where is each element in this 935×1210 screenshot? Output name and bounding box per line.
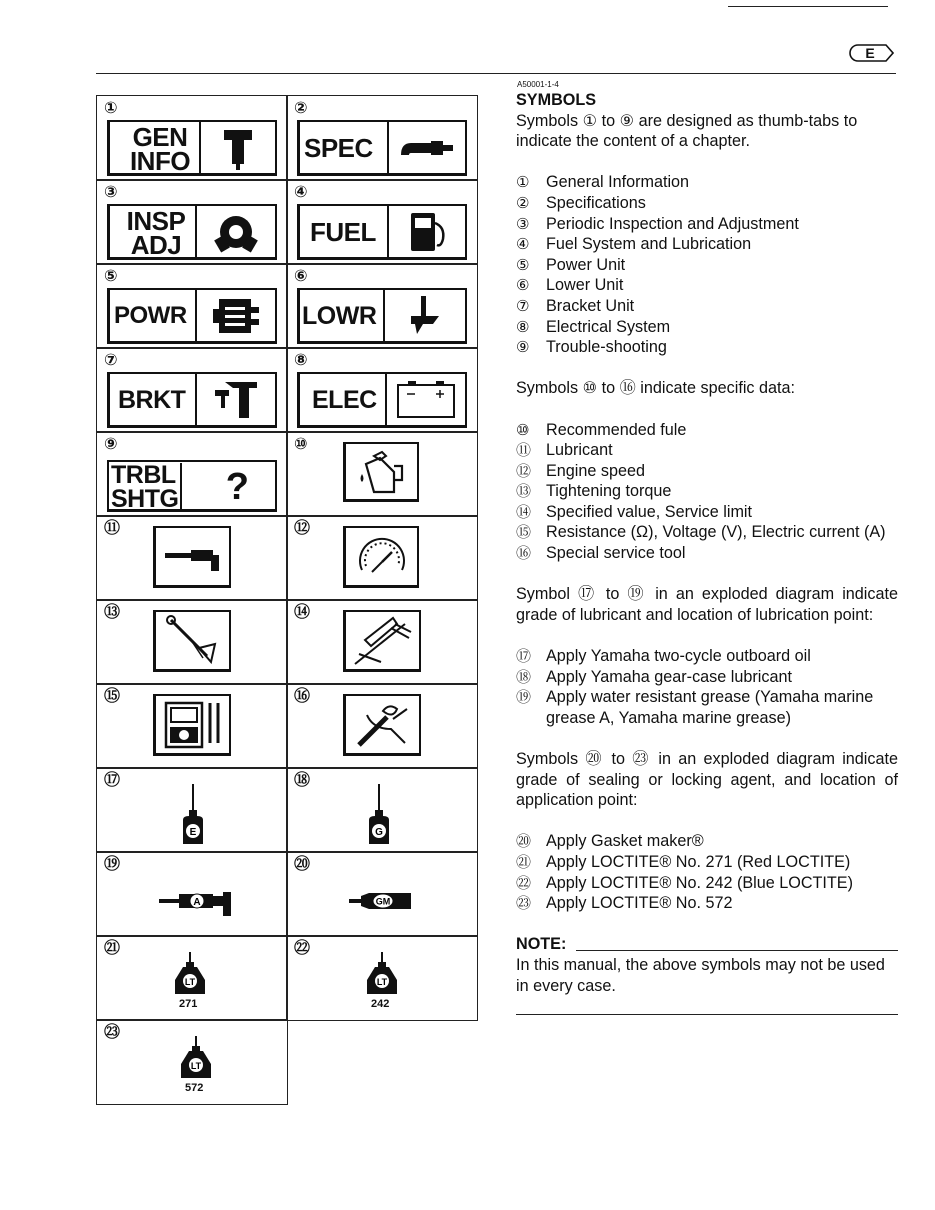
item-text: Specifications [546,193,646,212]
icon-frame [343,526,419,588]
item-number: ⑦ [516,296,530,315]
symbol-number: ③ [104,182,118,201]
thumb-tab [107,288,277,344]
list-item [516,687,898,728]
symbol-number: ⑬ [104,602,121,621]
icon-frame [153,694,231,756]
item-text: Tightening torque [546,482,672,501]
torque-wrench-icon [163,614,223,668]
symbol-number: ⑨ [104,434,118,453]
item-number: ⑩ [516,420,530,439]
oil-can-g-icon [365,782,393,848]
intro-paragraph: Symbol ⑰ to ⑲ in an exploded diagram indicate grade of lubricant and location of lubrication point: [516,585,898,624]
item-text: Resistance (Ω), Voltage (V), Electric current (A) [546,523,886,542]
symbol-cell [286,95,478,181]
symbol-cell [286,263,478,349]
bracket-icon [211,378,261,422]
wrench-gear-icon [213,211,259,253]
item-number: ① [516,173,530,192]
item-text: Trouble-shooting [546,338,667,357]
item-number: ㉑ [516,852,532,871]
loctite-label: LT [184,977,196,987]
list-item [516,831,898,852]
sealant-list [516,831,898,913]
item-text: Apply water resistant grease (Yamaha marine grease A, Yamaha marine grease) [546,688,874,727]
symbol-cell [286,683,478,769]
loctite-number: 271 [179,998,198,1010]
list-item [516,646,898,667]
tachometer-icon [354,532,410,582]
list-item [516,234,898,255]
hose-nozzle-icon [397,133,457,163]
symbol-cell [96,599,288,685]
symbol-cell [96,347,288,433]
symbol-cell [96,767,288,853]
item-text: Specified value, Service limit [546,502,753,521]
symbol-number: ⑫ [294,518,311,537]
item-text: Special service tool [546,544,686,563]
intro-paragraph: Symbols ⑩ to ⑯ indicate specific data: [516,379,796,398]
symbol-number: ⑤ [104,266,118,285]
tab-label-line: INSP [126,206,186,236]
tab-label-line: FUEL [310,217,376,247]
outboard-motor-icon [218,124,258,172]
tab-label-line: TRBL [111,461,176,489]
list-item [516,296,898,317]
thumb-tab [297,288,467,344]
symbol-number: ⑥ [294,266,308,285]
loctite-number: 242 [371,998,390,1010]
item-text: Recommended fule [546,420,687,439]
list-item [516,255,898,276]
item-number: ㉓ [516,894,532,913]
item-number: ⑱ [516,667,532,686]
engine-block-icon [211,295,261,337]
list-item [516,461,898,482]
top-rule [728,6,888,7]
item-number: ⑯ [516,544,532,563]
tab-label-line: GEN [132,122,188,152]
grease-gun-icon [161,537,225,577]
list-item [516,440,898,461]
note-label: NOTE: [516,935,567,954]
lower-unit-icon [403,294,447,338]
section-code: A50001-1-4 [517,80,559,89]
item-number: ⑬ [516,482,532,501]
tab-label-line: SHTG [111,485,179,513]
item-number: ⑧ [516,317,530,336]
list-item [516,481,898,502]
symbol-number: ㉒ [294,938,311,957]
list-item [516,873,898,894]
section-title: SYMBOLS [516,91,597,109]
symbol-cell [96,935,288,1021]
tab-label-line: SPEC [304,133,373,163]
tab-label-line: POWR [114,302,187,329]
symbol-cell [286,767,478,853]
oil-can-label: E [189,827,197,838]
symbol-grid [96,95,478,1105]
lubricant-list [516,646,898,728]
symbol-number: ⑱ [294,770,311,789]
item-text: Bracket Unit [546,296,635,315]
loctite-number: 572 [185,1082,204,1094]
tab-label-line: ADJ [130,230,182,260]
item-text: Fuel System and Lubrication [546,235,752,254]
list-item [516,522,898,543]
item-number: ⑳ [516,832,532,851]
symbol-cell [96,95,288,181]
list-item [516,852,898,873]
list-item [516,502,898,523]
symbol-number: ⑧ [294,350,308,369]
symbol-cell [286,851,478,937]
thumb-tab [297,204,467,260]
list-item [516,172,898,193]
symbol-number: ⑭ [294,602,311,621]
note-text: In this manual, the above symbols may not be used in every case. [516,955,885,995]
symbol-number: ⑮ [104,686,121,705]
symbol-number: ⑩ [294,434,308,453]
icon-frame [343,610,421,672]
note-rule [576,950,898,951]
multimeter-icon [162,699,224,751]
symbol-number: ⑳ [294,854,311,873]
item-text: Electrical System [546,317,671,336]
fuel-pump-icon [405,209,449,255]
icon-frame [343,442,419,502]
loctite-572-icon [179,1034,213,1082]
grease-tube-gm-icon [347,888,417,918]
question-mark-icon: ? [225,466,249,508]
item-text: Lower Unit [546,276,624,295]
language-letter: E [865,45,875,61]
list-item [516,420,898,441]
intro-paragraph: Symbols ① to ⑨ are designed as thumb-tabs to indicate the content of a chapter. [516,111,858,151]
list-item [516,317,898,338]
symbols-description [516,90,898,1015]
item-number: ⑨ [516,338,530,357]
special-tool-icon [353,699,413,751]
icon-frame [343,694,421,756]
symbol-cell [286,599,478,685]
symbol-cell [96,683,288,769]
tab-label-line: INFO [129,146,191,176]
list-item [516,667,898,688]
item-number: ⑰ [516,647,532,666]
list-item [516,543,898,564]
note-heading [516,934,898,955]
item-number: ⑫ [516,461,532,480]
icon-frame [153,610,231,672]
language-badge [846,44,894,62]
symbol-cell [286,347,478,433]
symbol-number: ⑦ [104,350,118,369]
item-text: Apply Gasket maker® [546,832,704,851]
symbol-cell [286,935,478,1021]
symbol-cell [96,263,288,349]
item-text: Apply Yamaha two-cycle outboard oil [546,647,811,666]
battery-icon [394,379,458,421]
thumb-tab [107,460,277,512]
intro-paragraph: Symbols ⑳ to ㉓ in an exploded diagram indicate grade of sealing or locking agent, and location of application point: [516,750,898,810]
thumb-tab [297,120,467,176]
item-number: ② [516,193,530,212]
item-text: General Information [546,173,690,192]
tab-label-line: BRKT [118,386,186,414]
item-text: Power Unit [546,255,626,274]
item-number: ⑪ [516,441,532,460]
symbol-cell [96,1019,288,1105]
symbol-number: ④ [294,182,308,201]
symbol-cell [286,431,478,517]
thumb-tab [107,204,277,260]
list-item [516,337,898,358]
item-text: Apply LOCTITE® No. 242 (Blue LOCTITE) [546,873,853,892]
symbol-number: ② [294,98,308,117]
item-text: Periodic Inspection and Adjustment [546,214,799,233]
symbol-number: ⑯ [294,686,311,705]
thumb-tab [297,372,467,428]
loctite-label: LT [376,977,388,987]
symbol-cell [96,431,288,517]
data-list [516,420,898,564]
symbol-cell [96,851,288,937]
chapter-list [516,172,898,357]
grease-tube-label: GM [375,896,391,907]
list-item [516,193,898,214]
thumb-tab [107,372,277,428]
loctite-271-icon [173,950,207,998]
icon-frame [153,526,231,588]
symbol-cell [96,515,288,601]
oil-can-e-icon [179,782,207,848]
item-text: Apply LOCTITE® No. 572 [546,894,733,913]
item-text: Engine speed [546,461,646,480]
loctite-label: LT [190,1061,202,1071]
symbol-number: ⑪ [104,518,121,537]
symbol-number: ⑲ [104,854,121,873]
symbol-number: ⑰ [104,770,121,789]
tab-label-line: ELEC [312,386,377,414]
symbol-cell [286,179,478,265]
item-number: ㉒ [516,873,532,892]
item-number: ⑮ [516,523,532,542]
list-item [516,275,898,296]
item-number: ④ [516,235,530,254]
list-item [516,893,898,914]
item-text: Apply Yamaha gear-case lubricant [546,667,792,686]
note-end-rule [516,1014,898,1015]
symbol-number: ① [104,98,118,117]
symbol-number: ㉑ [104,938,121,957]
item-number: ⑲ [516,688,532,707]
item-text: Apply LOCTITE® No. 271 (Red LOCTITE) [546,852,851,871]
caliper-icon [351,614,415,668]
symbol-number: ㉓ [104,1022,121,1041]
fuel-can-icon [352,448,412,496]
list-item [516,214,898,235]
grease-tube-a-icon [157,888,239,918]
symbol-cell [96,179,288,265]
thumb-tab [107,120,277,176]
item-number: ⑥ [516,276,530,295]
tab-label-line: LOWR [302,302,377,330]
header-rule [96,73,896,74]
oil-can-label: G [375,827,383,838]
symbol-cell [286,515,478,601]
loctite-242-icon [365,950,399,998]
item-number: ③ [516,214,530,233]
item-number: ⑤ [516,255,530,274]
item-number: ⑭ [516,502,532,521]
item-text: Lubricant [546,441,613,460]
grease-tube-label: A [193,897,201,908]
